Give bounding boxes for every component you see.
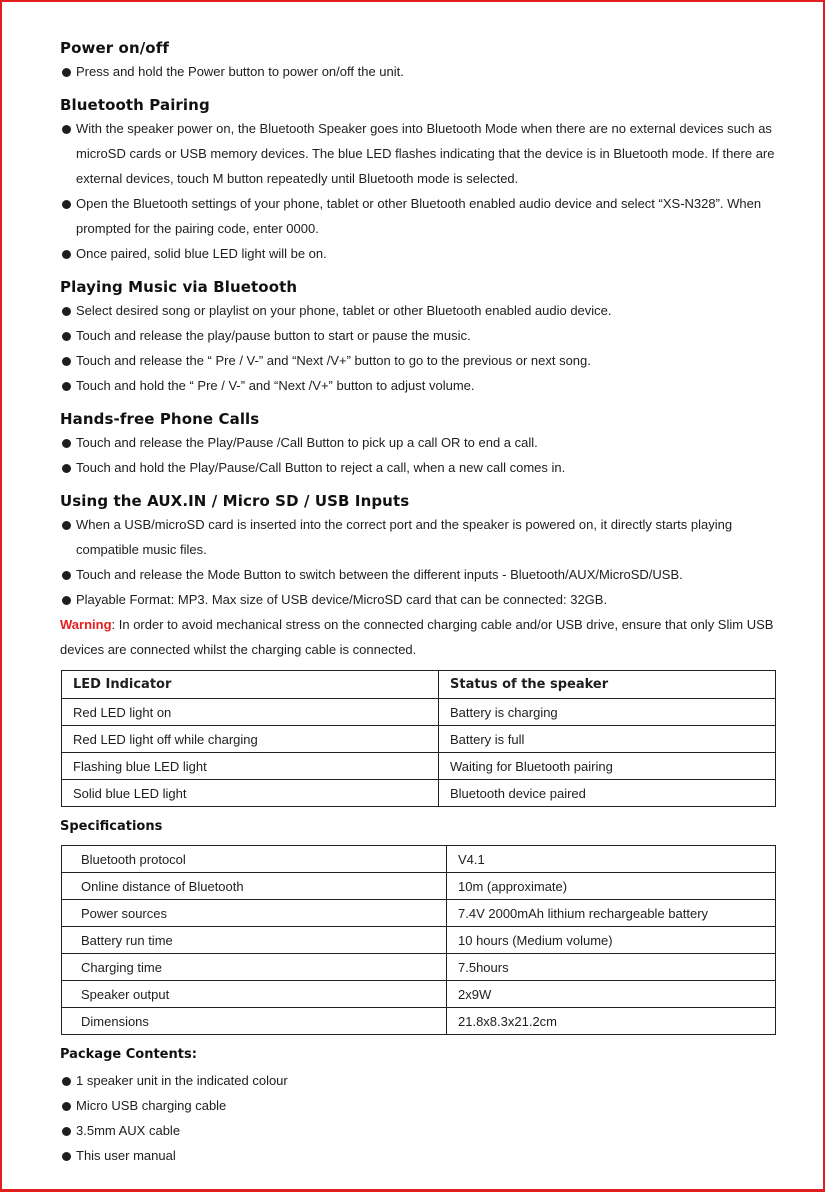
table-cell: 21.8x8.3x21.2cm — [447, 1008, 776, 1035]
list-item — [60, 512, 785, 562]
bullet-icon — [62, 1152, 71, 1161]
bullet-icon — [62, 596, 71, 605]
bullet-icon — [62, 1102, 71, 1111]
table-cell: Charging time — [62, 954, 447, 981]
table-header-row — [62, 671, 776, 699]
table-row — [62, 699, 776, 726]
list-item — [60, 241, 785, 266]
warning-text: : In order to avoid mechanical stress on the connected charging cable and/or USB drive, ensure that only Slim USB devices are connected whilst the charging cable is connected. — [60, 617, 774, 657]
table-row — [62, 900, 776, 927]
item-text: Touch and hold the Play/Pause/Call Button to reject a call, when a new call comes in. — [76, 460, 566, 475]
table-row — [62, 954, 776, 981]
table-cell: Red LED light off while charging — [62, 726, 439, 753]
table-cell: Battery is charging — [439, 699, 776, 726]
column-header: LED Indicator — [62, 671, 439, 699]
table-cell: 10m (approximate) — [447, 873, 776, 900]
list-item — [60, 1143, 785, 1168]
item-text: This user manual — [76, 1148, 176, 1163]
item-text: Touch and hold the “ Pre / V-” and “Next /V+” button to adjust volume. — [76, 378, 475, 393]
table-row — [62, 780, 776, 807]
bullet-icon — [62, 68, 71, 77]
list-item — [60, 373, 785, 398]
item-text: 1 speaker unit in the indicated colour — [76, 1073, 288, 1088]
manual-page — [60, 37, 785, 1168]
section-title: Playing Music via Bluetooth — [60, 278, 298, 296]
specifications-table — [61, 845, 776, 1035]
bullet-icon — [62, 250, 71, 259]
warning-note — [60, 612, 785, 662]
list-item — [60, 116, 785, 191]
table-cell: Bluetooth protocol — [62, 846, 447, 873]
specifications-title: Specifications — [60, 819, 163, 834]
bullet-icon — [62, 439, 71, 448]
table-cell: Speaker output — [62, 981, 447, 1008]
list-item — [60, 562, 785, 587]
table-cell: V4.1 — [447, 846, 776, 873]
bullet-icon — [62, 125, 71, 134]
column-header: Status of the speaker — [439, 671, 776, 699]
bullet-icon — [62, 332, 71, 341]
item-text: Playable Format: MP3. Max size of USB device/MicroSD card that can be connected: 32GB. — [76, 592, 608, 607]
bullet-icon — [62, 357, 71, 366]
table-row — [62, 927, 776, 954]
table-cell: Dimensions — [62, 1008, 447, 1035]
item-text: When a USB/microSD card is inserted into the correct port and the speaker is powered on, it directly starts playing compatible music files. — [76, 517, 733, 557]
bullet-icon — [62, 521, 71, 530]
table-row — [62, 726, 776, 753]
list-item — [60, 455, 785, 480]
table-cell: Flashing blue LED light — [62, 753, 439, 780]
list-item — [60, 430, 785, 455]
table-cell: Battery run time — [62, 927, 447, 954]
table-row — [62, 846, 776, 873]
list-item — [60, 298, 785, 323]
section-title: Bluetooth Pairing — [60, 96, 210, 114]
table-cell: 2x9W — [447, 981, 776, 1008]
package-contents-title: Package Contents: — [60, 1047, 197, 1062]
list-item — [60, 1093, 785, 1118]
section-title: Power on/off — [60, 39, 169, 57]
table-cell: Waiting for Bluetooth pairing — [439, 753, 776, 780]
item-text: 3.5mm AUX cable — [76, 1123, 181, 1138]
table-cell: Red LED light on — [62, 699, 439, 726]
warning-label: Warning — [60, 617, 112, 632]
bullet-icon — [62, 382, 71, 391]
table-row — [62, 1008, 776, 1035]
item-text: Touch and release the play/pause button to start or pause the music. — [76, 328, 471, 343]
table-row — [62, 753, 776, 780]
list-item — [60, 348, 785, 373]
list-item — [60, 59, 785, 84]
bullet-icon — [62, 307, 71, 316]
section-title: Hands-free Phone Calls — [60, 410, 260, 428]
item-text: Touch and release the Mode Button to switch between the different inputs - Bluetooth/AUX/MicroSD/USB. — [76, 567, 683, 582]
item-text: Touch and release the Play/Pause /Call Button to pick up a call OR to end a call. — [76, 435, 538, 450]
list-item — [60, 191, 785, 241]
list-item — [60, 323, 785, 348]
table-cell: 10 hours (Medium volume) — [447, 927, 776, 954]
section-playing-music — [60, 276, 785, 398]
list-item — [60, 1068, 785, 1093]
table-cell: Battery is full — [439, 726, 776, 753]
table-cell: 7.5hours — [447, 954, 776, 981]
bullet-icon — [62, 571, 71, 580]
section-title: Using the AUX.IN / Micro SD / USB Inputs — [60, 492, 410, 510]
bullet-icon — [62, 200, 71, 209]
section-bluetooth-pairing — [60, 94, 785, 266]
table-row — [62, 981, 776, 1008]
item-text: Touch and release the “ Pre / V-” and “Next /V+” button to go to the previous or next song. — [76, 353, 591, 368]
item-text: With the speaker power on, the Bluetooth Speaker goes into Bluetooth Mode when there are no external devices such as microSD cards or USB memory devices. The blue LED flashes indicating that the device is in Bluetooth mode. If there are external devices, touch M button repeatedly until Bluetooth mode is selected. — [76, 121, 775, 186]
bullet-icon — [62, 1077, 71, 1086]
item-text: Open the Bluetooth settings of your phone, tablet or other Bluetooth enabled audio device and select “XS-N328”. When prompted for the pairing code, enter 0000. — [76, 196, 762, 236]
item-text: Press and hold the Power button to power on/off the unit. — [76, 64, 404, 79]
item-text: Select desired song or playlist on your phone, tablet or other Bluetooth enabled audio device. — [76, 303, 612, 318]
bullet-icon — [62, 464, 71, 473]
section-inputs — [60, 490, 785, 662]
item-text: Once paired, solid blue LED light will be on. — [76, 246, 327, 261]
list-item — [60, 587, 785, 612]
section-power — [60, 37, 785, 84]
table-row — [62, 873, 776, 900]
table-cell: Solid blue LED light — [62, 780, 439, 807]
table-cell: Power sources — [62, 900, 447, 927]
table-cell: Bluetooth device paired — [439, 780, 776, 807]
list-item — [60, 1118, 785, 1143]
item-text: Micro USB charging cable — [76, 1098, 227, 1113]
section-hands-free — [60, 408, 785, 480]
table-cell: Online distance of Bluetooth — [62, 873, 447, 900]
bullet-icon — [62, 1127, 71, 1136]
table-cell: 7.4V 2000mAh lithium rechargeable battery — [447, 900, 776, 927]
led-indicator-table — [61, 670, 776, 807]
